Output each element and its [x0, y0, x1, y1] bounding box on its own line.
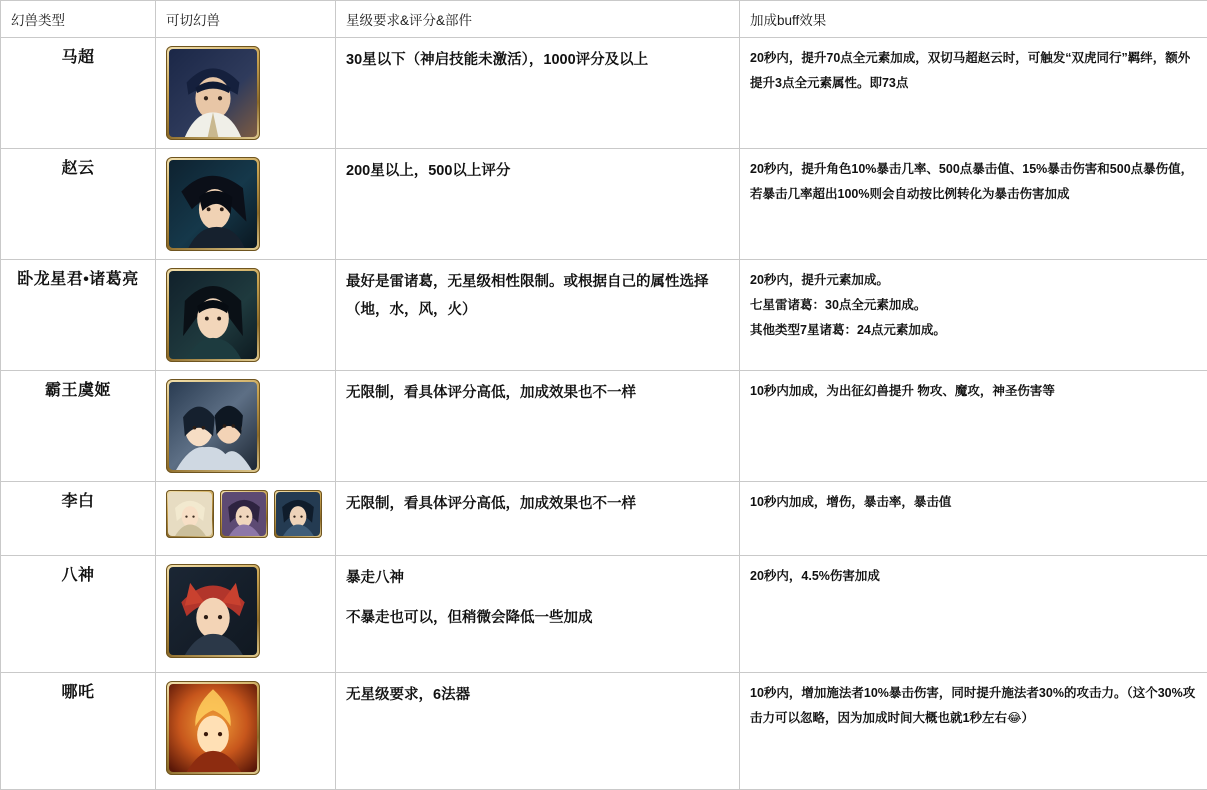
zhugeliang-portrait[interactable]	[166, 268, 260, 362]
requirement-line: 无限制，看具体评分高低，加成效果也不一样	[346, 490, 729, 518]
portrait-group	[166, 268, 325, 362]
pet-type-name: 霸王虞姬	[1, 371, 156, 482]
pet-buff	[740, 482, 1207, 556]
pet-type-name: 赵云	[1, 149, 156, 260]
portrait-group	[166, 157, 325, 251]
table-body	[1, 38, 1207, 790]
requirement-line: 不暴走也可以，但稍微会降低一些加成	[346, 604, 729, 632]
table-row	[1, 38, 1207, 149]
portrait-group	[166, 681, 325, 775]
column-header-requirement: 星级要求&评分&部件	[336, 1, 740, 38]
buff-line: 20秒内，4.5%伤害加成	[750, 564, 1197, 589]
requirement-line: 无限制，看具体评分高低，加成效果也不一样	[346, 379, 729, 407]
portrait-art	[169, 684, 257, 772]
table-header	[1, 1, 1207, 38]
buff-line: 10秒内，增加施法者10%暴击伤害，同时提升施法者30%的攻击力。（这个30%攻击力可以忽略，因为加成时间大概也就1秒左右😂）	[750, 681, 1197, 731]
pet-buff	[740, 149, 1207, 260]
pet-portrait-cell	[156, 371, 336, 482]
buff-line: 20秒内，提升70点全元素加成，双切马超赵云时，可触发“双虎同行”羁绊，额外提升3点全元素属性。即73点	[750, 46, 1197, 96]
pet-type-name: 哪吒	[1, 673, 156, 790]
table-row	[1, 149, 1207, 260]
zhaoyun-portrait[interactable]	[166, 157, 260, 251]
pet-buff	[740, 556, 1207, 673]
pet-type-name: 卧龙星君•诸葛亮	[1, 260, 156, 371]
buff-line: 10秒内加成，增伤，暴击率，暴击值	[750, 490, 1197, 515]
libai-portrait[interactable]	[166, 490, 214, 538]
portrait-art	[169, 271, 257, 359]
buff-line: 10秒内加成，为出征幻兽提升 物攻、魔攻，神圣伤害等	[750, 379, 1197, 404]
pet-portrait-cell	[156, 556, 336, 673]
portrait-art	[169, 567, 257, 655]
machao-portrait[interactable]	[166, 46, 260, 140]
table-row	[1, 482, 1207, 556]
portrait-group	[166, 490, 325, 538]
bashen-portrait[interactable]	[166, 564, 260, 658]
pet-type-name: 李白	[1, 482, 156, 556]
pet-buff	[740, 38, 1207, 149]
portrait-art	[222, 492, 266, 536]
nezha-portrait[interactable]	[166, 681, 260, 775]
pet-portrait-cell	[156, 673, 336, 790]
column-header-switchable: 可切幻兽	[156, 1, 336, 38]
requirement-line: 暴走八神	[346, 564, 729, 592]
column-header-buff: 加成buff效果	[740, 1, 1207, 38]
portrait-art	[169, 160, 257, 248]
buff-line: 其他类型7星诸葛：24点元素加成。	[750, 318, 1197, 343]
pet-buff	[740, 371, 1207, 482]
pet-requirement	[336, 556, 740, 673]
bawangyuji-portrait[interactable]	[166, 379, 260, 473]
table-row	[1, 556, 1207, 673]
portrait-group	[166, 379, 325, 473]
requirement-line: 最好是雷诸葛，无星级相性限制。或根据自己的属性选择（地，水，风，火）	[346, 268, 729, 325]
requirement-line: 200星以上，500以上评分	[346, 157, 729, 185]
portrait-group	[166, 46, 325, 140]
portrait-art	[276, 492, 320, 536]
pet-requirement	[336, 673, 740, 790]
pet-requirement	[336, 149, 740, 260]
pet-requirement	[336, 260, 740, 371]
pet-buff	[740, 673, 1207, 790]
buff-line: 七星雷诸葛：30点全元素加成。	[750, 293, 1197, 318]
pet-portrait-cell	[156, 149, 336, 260]
pet-requirement	[336, 38, 740, 149]
table-row	[1, 260, 1207, 371]
requirement-line: 无星级要求，6法器	[346, 681, 729, 709]
pet-type-name: 八神	[1, 556, 156, 673]
table-row	[1, 673, 1207, 790]
portrait-art	[169, 49, 257, 137]
pet-portrait-cell	[156, 38, 336, 149]
pet-portrait-cell	[156, 260, 336, 371]
table-row	[1, 371, 1207, 482]
pet-requirement	[336, 371, 740, 482]
portrait-art	[168, 492, 212, 536]
buff-line: 20秒内，提升角色10%暴击几率、500点暴击值、15%暴击伤害和500点暴伤值，若暴击几率超出100%则会自动按比例转化为暴击伤害加成	[750, 157, 1197, 207]
pet-type-name: 马超	[1, 38, 156, 149]
buff-line: 20秒内，提升元素加成。	[750, 268, 1197, 293]
pet-buff	[740, 260, 1207, 371]
table-header-row	[1, 1, 1207, 38]
pet-portrait-cell	[156, 482, 336, 556]
libai-portrait[interactable]	[220, 490, 268, 538]
portrait-art	[169, 382, 257, 470]
requirement-line: 30星以下（神启技能未激活），1000评分及以上	[346, 46, 729, 74]
pet-requirement	[336, 482, 740, 556]
column-header-type: 幻兽类型	[1, 1, 156, 38]
portrait-group	[166, 564, 325, 658]
libai-portrait[interactable]	[274, 490, 322, 538]
